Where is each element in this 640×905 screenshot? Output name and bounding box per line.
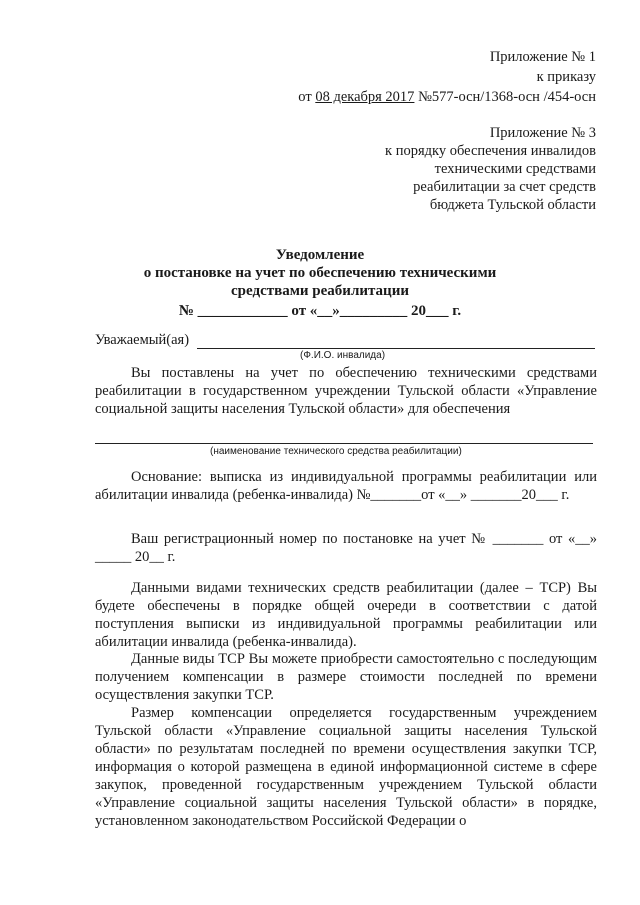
- paragraph-basis: Основание: выписка из индивидуальной программы реабилитации или абилитации инвалида (ребенка-инвалида) №_______от «__» _______20___ г.: [95, 469, 597, 503]
- paragraph-queue: Данными видами технических средств реабилитации (далее – ТСР) Вы будете обеспечены в порядке общей очереди в соответствии с датой поступления выписки из индивидуальной программы реабилитации или абилитации инвалида (ребенка-инвалида).: [95, 580, 597, 650]
- salutation-label: Уважаемый(ая): [95, 332, 190, 348]
- recipient-name-caption: (Ф.И.О. инвалида): [300, 350, 386, 361]
- paragraph-compensation: Размер компенсации определяется государственным учреждением Тульской области «Управление социальной защиты населения Тульской области» по результатам последней по времени осуществления закупки ТСР, информация о которой размещена в единой информационной системе в сфере закупок, проведенной государственным учреждением Тульской области «Управление социальной защиты населения Тульской области» в порядке, установленном законодательством Российской Федерации о: [95, 705, 597, 829]
- appendix-3-line-3: техническими средствами: [434, 161, 596, 177]
- appendix-3-header: [385, 124, 596, 214]
- appendix-3-line-4: реабилитации за счет средств: [413, 179, 596, 195]
- title-line-1: Уведомление: [275, 247, 365, 263]
- appendix-3-title: Приложение № 3: [489, 125, 596, 141]
- title-line-3: средствами реабилитации: [231, 283, 409, 299]
- appendix-1-order: [298, 88, 596, 106]
- device-name-line[interactable]: [95, 443, 593, 444]
- recipient-name-line[interactable]: [197, 348, 595, 349]
- appendix-3-line-2: к порядку обеспечения инвалидов: [385, 143, 596, 159]
- appendix-1-title: Приложение № 1: [489, 49, 596, 65]
- title-line-2: о постановке на учет по обеспечению техническими: [143, 265, 497, 281]
- title-line-4: № ____________ от «__»_________ 20___ г.: [178, 303, 462, 319]
- paragraph-registration-number: Ваш регистрационный номер по постановке на учет № _______ от «__» _____ 20__ г.: [95, 531, 597, 565]
- device-name-caption: (наименование технического средства реабилитации): [210, 446, 462, 457]
- order-prefix: от: [298, 89, 316, 105]
- document-title: [0, 246, 640, 320]
- appendix-1-header: [298, 48, 596, 106]
- appendix-3-line-5: бюджета Тульской области: [429, 197, 596, 213]
- order-date: 08 декабря 2017: [315, 89, 415, 105]
- paragraph-registration: Вы поставлены на учет по обеспечению техническими средствами реабилитации в государственном учреждении Тульской области «Управление социальной защиты населения Тульской области» для обеспечения: [95, 365, 597, 417]
- paragraph-self-purchase: Данные виды ТСР Вы можете приобрести самостоятельно с последующим получением компенсации в размере стоимости последней по времени осуществления закупки ТСР.: [95, 651, 597, 703]
- appendix-1-ref: к приказу: [536, 69, 596, 85]
- order-number: №577-осн/1368-осн /454-осн: [414, 89, 596, 105]
